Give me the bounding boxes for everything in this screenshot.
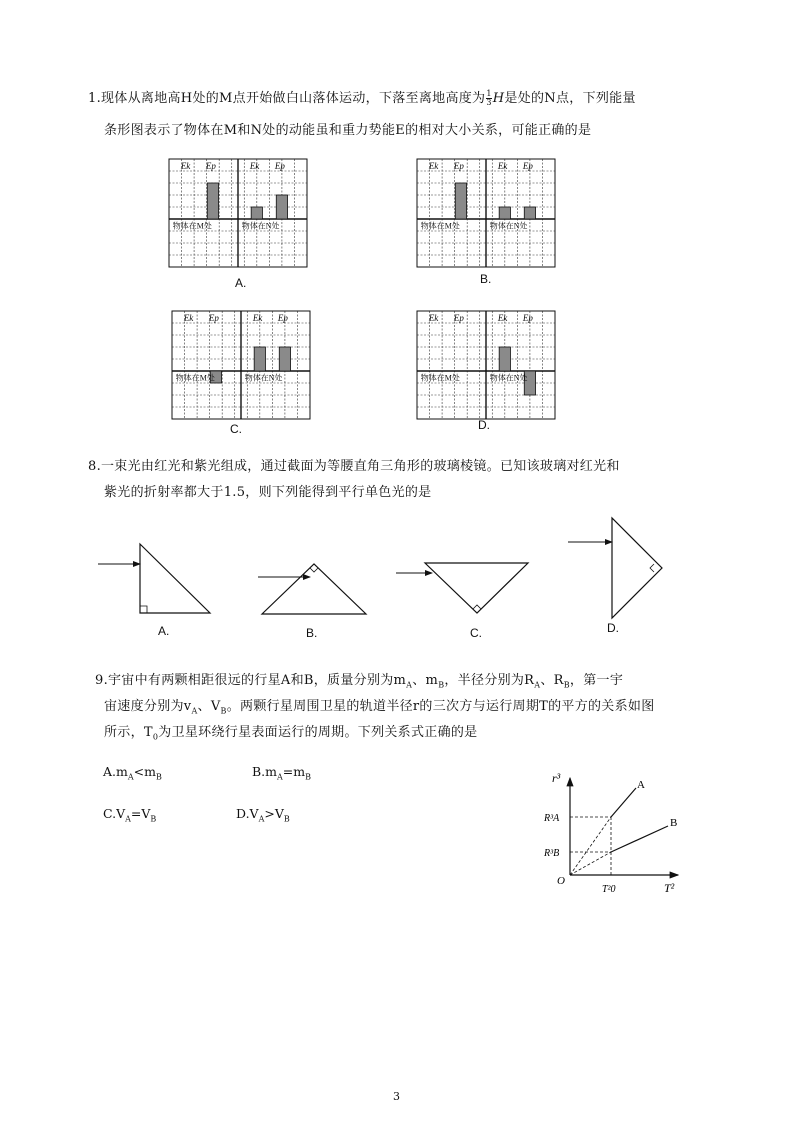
graph-label-b: B xyxy=(670,817,678,829)
q1-chart-a[interactable] xyxy=(168,158,308,268)
dash-oa xyxy=(570,817,611,875)
prism-b[interactable] xyxy=(258,564,366,614)
q9-line2: 宙速度分别为$v_A$、$V_B$。两颗行星周围卫星的轨道半径r的三次方与运行周期T的平方的关系如图 xyxy=(104,699,655,716)
bar-Ep(N) xyxy=(279,347,290,371)
fraction-one-third: $\frac{1}{3}$ xyxy=(486,89,492,107)
footer-n: 物体在N处 xyxy=(489,373,528,383)
bar-header-1: Ep xyxy=(208,313,219,324)
bar-header-2: Ek xyxy=(497,313,508,324)
graph-t0: T²0 xyxy=(602,884,616,895)
bar-Ek(N) xyxy=(499,347,510,371)
bar-header-1: Ep xyxy=(205,161,216,172)
energy-bar-chart-3 xyxy=(416,310,556,420)
bar-header-0: Ek xyxy=(428,161,439,172)
footer-m: 物体在M处 xyxy=(172,221,212,231)
bar-header-1: Ep xyxy=(453,313,464,324)
q9-line3: 所示，$T_0$为卫星环绕行星表面运行的周期。下列关系式正确的是 xyxy=(104,725,478,742)
bar-header-1: Ep xyxy=(453,161,464,172)
footer-n: 物体在N处 xyxy=(244,373,283,383)
prism-d[interactable] xyxy=(568,518,662,618)
bar-header-2: Ek xyxy=(252,313,263,324)
q8-prism-diagrams xyxy=(0,500,794,650)
prism-a[interactable] xyxy=(98,544,210,613)
energy-bar-chart-1 xyxy=(416,158,556,268)
graph-x-label: T² xyxy=(664,881,675,895)
q1-line2: 条形图表示了物体在M和N处的动能虽和重力势能E的相对大小关系，可能正确的是 xyxy=(104,123,592,138)
q1-chart-a-label: A. xyxy=(235,276,247,290)
q9-answer-b[interactable]: $B.m_A=m_B$ xyxy=(252,764,312,782)
q8-line2: 紫光的折射率都大于1.5，则下列能得到平行单色光的是 xyxy=(104,485,432,500)
footer-n: 物体在N处 xyxy=(489,221,528,231)
line-b xyxy=(611,826,668,852)
bar-header-3: Ep xyxy=(277,313,288,324)
q9-line1: 9.宇宙中有两颗相距很远的行星A和B，质量分别为$m_A$、$m_B$，半径分别为$R_A$、$R_B$，第一宇 xyxy=(95,673,624,690)
q9-answer-a[interactable]: $A.m_A<m_B$ xyxy=(103,764,162,782)
bar-Ep(M) xyxy=(455,183,466,219)
graph-rb: R³B xyxy=(544,848,560,859)
footer-n: 物体在N处 xyxy=(241,221,280,231)
graph-origin: O xyxy=(557,875,565,887)
q8-option-c: C. xyxy=(470,626,482,640)
q1-chart-b-label: B. xyxy=(480,272,492,286)
footer-m: 物体在M处 xyxy=(175,373,215,383)
q9-r3-t2-graph xyxy=(540,768,700,898)
q1-chart-d[interactable] xyxy=(416,310,556,420)
bar-header-3: Ep xyxy=(522,313,533,324)
graph-label-a: A xyxy=(637,779,645,791)
q9-answer-d[interactable]: $D.V_A>V_B$ xyxy=(236,806,290,824)
q1-chart-c-label: C. xyxy=(230,422,242,436)
bar-header-3: Ep xyxy=(274,161,285,172)
q9-answer-c[interactable]: $C.V_A=V_B$ xyxy=(103,806,157,824)
bar-header-2: Ek xyxy=(497,161,508,172)
bar-header-0: Ek xyxy=(428,313,439,324)
q1-chart-b[interactable] xyxy=(416,158,556,268)
bar-Ek(N) xyxy=(251,207,262,219)
graph-ra: R³A xyxy=(544,813,560,824)
bar-Ep(N) xyxy=(276,195,287,219)
bar-header-2: Ek xyxy=(249,161,260,172)
dash-ob xyxy=(570,852,611,875)
footer-m: 物体在M处 xyxy=(420,373,460,383)
bar-header-3: Ep xyxy=(522,161,533,172)
bar-header-0: Ek xyxy=(183,313,194,324)
graph-y-label: r³ xyxy=(552,771,561,785)
bar-header-0: Ek xyxy=(180,161,191,172)
bar-Ep(N) xyxy=(524,207,535,219)
q1-chart-c[interactable] xyxy=(171,310,311,420)
q1-line1 xyxy=(88,86,636,112)
bar-Ek(N) xyxy=(254,347,265,371)
q8-option-d: D. xyxy=(607,621,619,635)
q1-var-h: H xyxy=(492,91,505,106)
q8-line1: 8.一束光由红光和紫光组成，通过截面为等腰直角三角形的玻璃棱镜。已知该玻璃对红光和 xyxy=(88,459,620,474)
q1-text-a: 1.现体从离地高H处的M点开始做白山落体运动，下落至离地高度为 xyxy=(88,91,486,106)
footer-m: 物体在M处 xyxy=(420,221,460,231)
prism-c[interactable] xyxy=(396,563,528,613)
q8-option-b: B. xyxy=(306,626,318,640)
bar-Ek(N) xyxy=(499,207,510,219)
bar-Ep(M) xyxy=(207,183,218,219)
q1-chart-d-label: D. xyxy=(478,418,490,432)
page-number: 3 xyxy=(393,1090,400,1103)
q1-text-b: 是处的N点，下列能量 xyxy=(504,91,636,106)
energy-bar-chart-2 xyxy=(171,310,311,420)
line-a xyxy=(611,788,636,817)
q8-option-a: A. xyxy=(158,624,170,638)
energy-bar-chart-0 xyxy=(168,158,308,268)
